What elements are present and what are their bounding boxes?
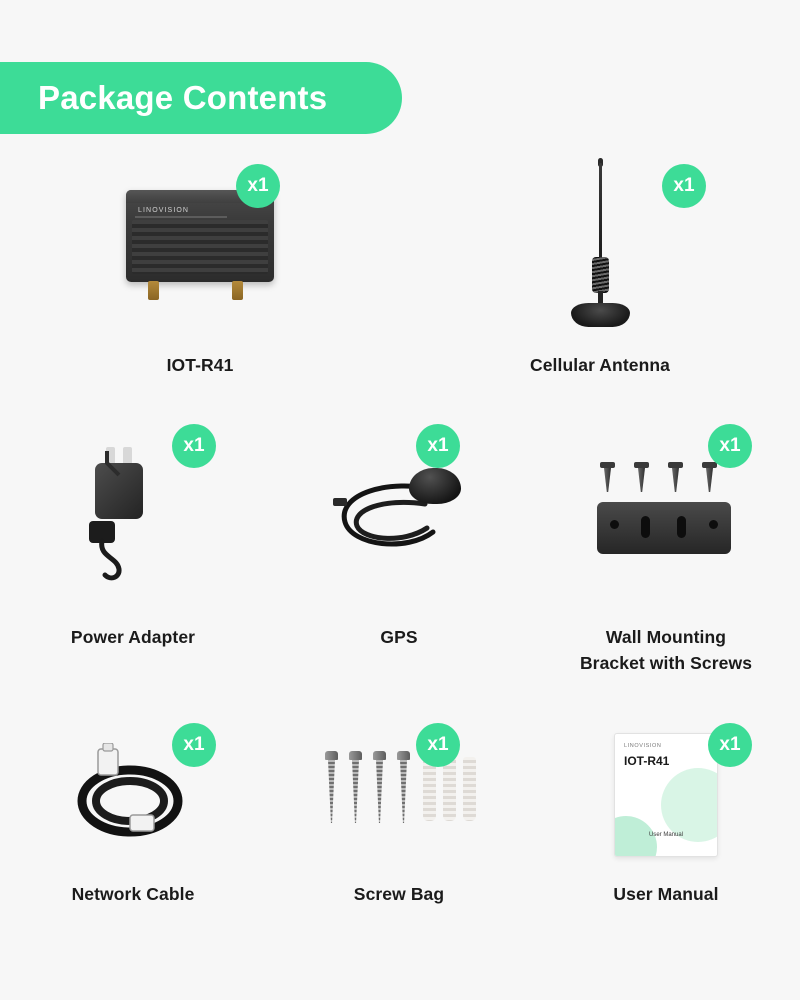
- manual-booklet-icon: [614, 733, 718, 857]
- qty-badge-label: x1: [183, 435, 205, 456]
- qty-badge-wall-bracket: [708, 424, 752, 468]
- network-cable-artwork: [0, 715, 266, 875]
- package-item-wall-bracket: [532, 420, 800, 677]
- qty-badge-label: x1: [427, 435, 449, 456]
- package-item-gps: [266, 420, 532, 677]
- gps-artwork: [266, 420, 532, 610]
- qty-badge-label: x1: [673, 175, 695, 196]
- qty-badge-label: x1: [719, 435, 741, 456]
- screws-and-anchors-icon: [319, 745, 479, 845]
- user-manual-artwork: [532, 715, 800, 875]
- page-title: Package Contents: [38, 79, 328, 116]
- manual-brand-label: LINOVISION: [624, 743, 662, 749]
- qty-badge-label: x1: [719, 734, 741, 755]
- package-item-screw-bag: [266, 715, 532, 907]
- router-artwork: [0, 160, 400, 330]
- caption-user-manual: User Manual: [613, 884, 719, 904]
- caption-wall-bracket: [580, 624, 752, 677]
- caption-cellular-antenna: Cellular Antenna: [529, 355, 670, 375]
- qty-badge-network-cable: [172, 723, 216, 767]
- qty-badge-screw-bag: [416, 723, 460, 767]
- qty-badge-cellular-antenna: [662, 164, 706, 208]
- caption-router: IOT-R41: [166, 355, 234, 375]
- page-header-banner: [0, 62, 402, 134]
- package-item-router: [0, 160, 400, 378]
- cellular-antenna-artwork: [400, 160, 800, 330]
- caption-network-cable: Network Cable: [71, 884, 195, 904]
- caption-line-2: Bracket with Screws: [579, 653, 753, 674]
- manual-model-label: IOT-R41: [624, 754, 670, 768]
- qty-badge-label: x1: [247, 175, 269, 196]
- gps-antenna-icon: [329, 460, 469, 570]
- caption-line-1: Wall Mounting: [605, 627, 727, 647]
- package-item-cellular-antenna: [400, 160, 800, 378]
- qty-badge-gps: [416, 424, 460, 468]
- qty-badge-user-manual: [708, 723, 752, 767]
- caption-screw-bag: Screw Bag: [353, 884, 445, 904]
- caption-power-adapter: Power Adapter: [70, 627, 196, 647]
- wall-bracket-artwork: [532, 420, 800, 610]
- qty-badge-router: [236, 164, 280, 208]
- screw-bag-artwork: [266, 715, 532, 875]
- router-brand-label: LINOVISION: [138, 207, 190, 214]
- antenna-icon: [555, 163, 645, 333]
- manual-subtitle-label: User Manual: [648, 832, 683, 838]
- power-adapter-icon: [73, 445, 193, 585]
- bracket-with-screws-icon: [591, 460, 741, 570]
- power-adapter-artwork: [0, 420, 266, 610]
- caption-gps: GPS: [380, 627, 418, 647]
- qty-badge-label: x1: [183, 734, 205, 755]
- qty-badge-label: x1: [427, 734, 449, 755]
- package-item-power-adapter: [0, 420, 266, 677]
- package-item-network-cable: [0, 715, 266, 907]
- package-item-user-manual: [532, 715, 800, 907]
- qty-badge-power-adapter: [172, 424, 216, 468]
